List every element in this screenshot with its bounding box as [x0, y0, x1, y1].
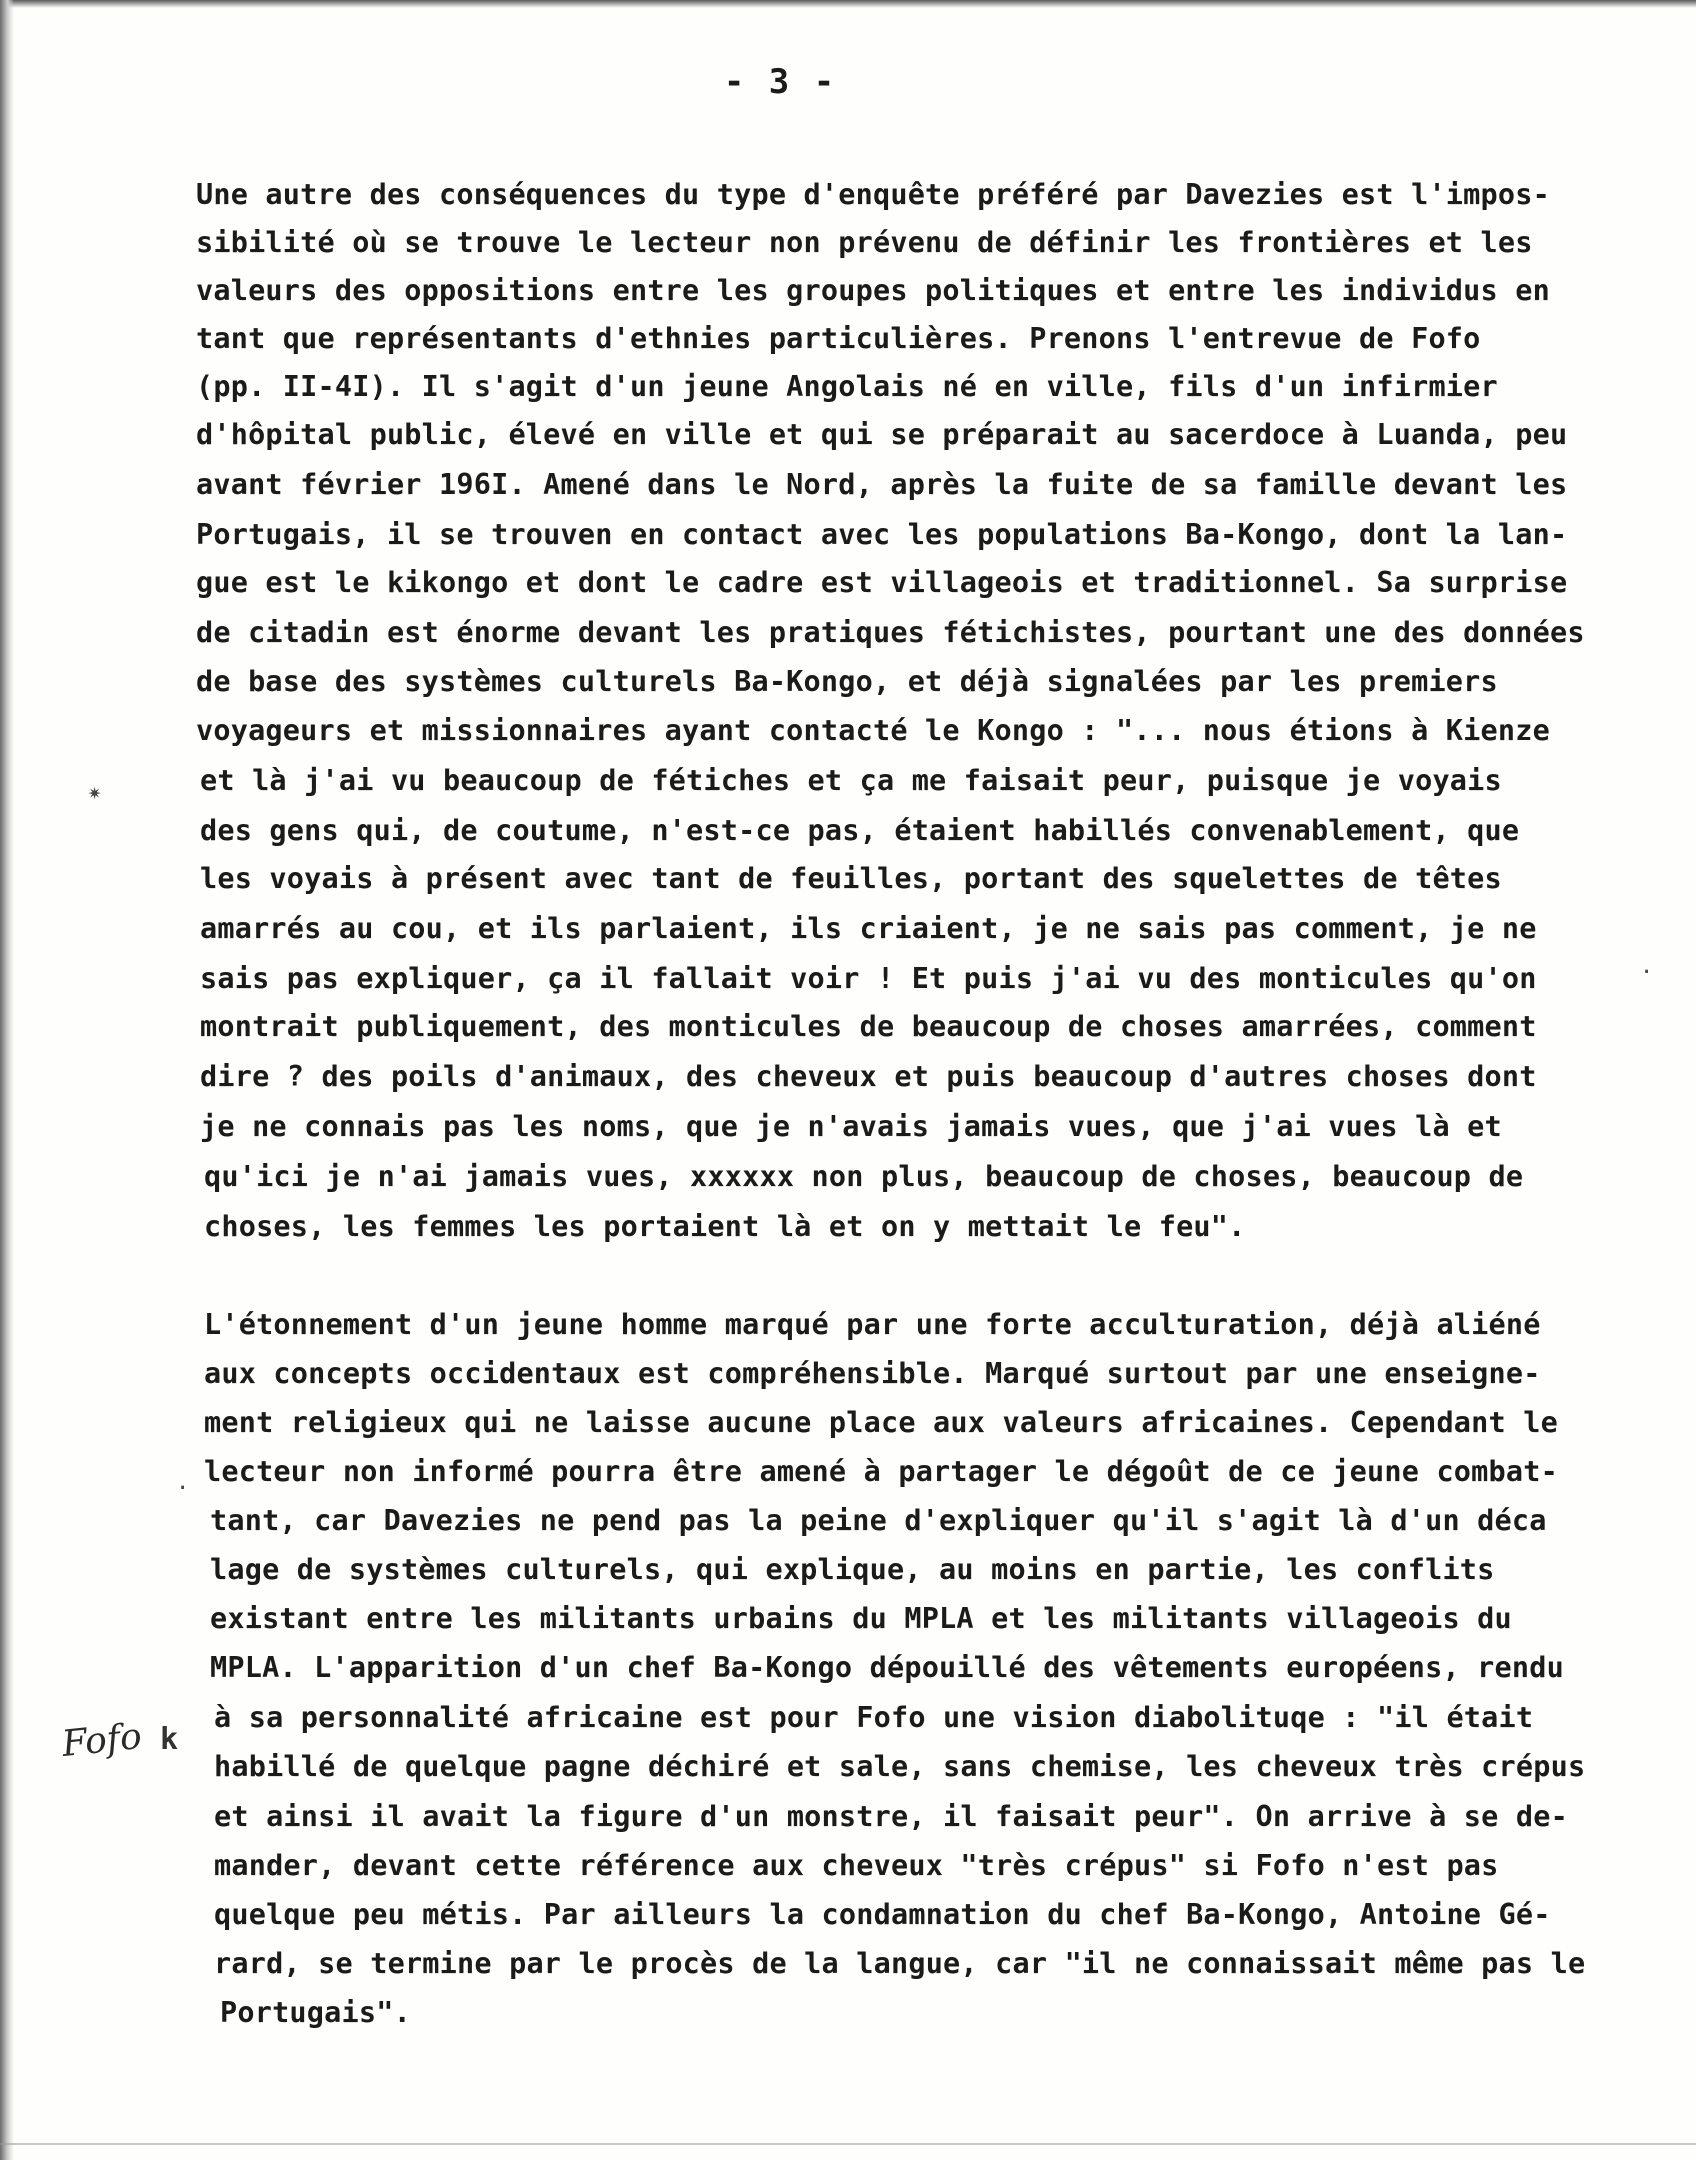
scan-top-edge — [0, 0, 1696, 8]
text-line: tant, car Davezies ne pend pas la peine d'expliquer qu'il s'agit là d'un déca — [210, 1504, 1547, 1537]
text-line: Une autre des conséquences du type d'enquête préféré par Davezies est l'impos- — [196, 178, 1550, 211]
text-line: des gens qui, de coutume, n'est-ce pas, étaient habillés convenablement, que — [200, 814, 1520, 847]
text-line: existant entre les militants urbains du MPLA et les militants villageois du — [210, 1602, 1512, 1635]
text-line: lage de systèmes culturels, qui explique, au moins en partie, les conflits — [210, 1553, 1495, 1586]
text-line: aux concepts occidentaux est compréhensible. Marqué surtout par une enseigne- — [204, 1357, 1541, 1390]
text-line: quelque peu métis. Par ailleurs la condamnation du chef Ba-Kongo, Antoine Gé- — [214, 1898, 1551, 1931]
scan-left-edge — [0, 0, 14, 2160]
text-line: habillé de quelque pagne déchiré et sale, sans chemise, les cheveux très crépus — [214, 1750, 1586, 1783]
scan-speck: ✷ — [88, 780, 102, 805]
text-line: sais pas expliquer, ça il fallait voir ! Et puis j'ai vu des monticules qu'on — [200, 962, 1537, 995]
text-line: valeurs des oppositions entre les groupes politiques et entre les individus en — [196, 274, 1550, 307]
scan-speck: · — [176, 1476, 190, 1501]
handwritten-margin-note: Fofo — [60, 1715, 144, 1766]
margin-mark: k — [160, 1722, 179, 1757]
text-line: de base des systèmes culturels Ba-Kongo, et déjà signalées par les premiers — [196, 665, 1498, 698]
text-line: ment religieux qui ne laisse aucune place aux valeurs africaines. Cependant le — [204, 1406, 1558, 1439]
text-line: d'hôpital public, élevé en ville et qui se préparait au sacerdoce à Luanda, peu — [196, 418, 1568, 451]
text-line: L'étonnement d'un jeune homme marqué par une forte acculturation, déjà aliéné — [204, 1308, 1541, 1341]
text-line: Portugais, il se trouven en contact avec les populations Ba-Kongo, dont la lan- — [196, 518, 1568, 551]
text-line: montrait publiquement, des monticules de beaucoup de choses amarrées, comment — [200, 1010, 1537, 1043]
scan-speck: · — [1640, 960, 1654, 985]
text-line: à sa personnalité africaine est pour Fofo une vision diabolituqe : "il était — [214, 1701, 1534, 1734]
text-line: sibilité où se trouve le lecteur non prévenu de définir les frontières et les — [196, 226, 1533, 259]
text-line: dire ? des poils d'animaux, des cheveux et puis beaucoup d'autres choses dont — [200, 1060, 1537, 1093]
text-line: et là j'ai vu beaucoup de fétiches et ça me faisait peur, puisque je voyais — [200, 764, 1502, 797]
text-line: qu'ici je n'ai jamais vues, xxxxxx non plus, beaucoup de choses, beaucoup de — [204, 1160, 1524, 1193]
text-line: gue est le kikongo et dont le cadre est villageois et traditionnel. Sa surprise — [196, 566, 1568, 599]
page-number: - 3 - — [723, 62, 837, 102]
text-line: Portugais". — [220, 1996, 411, 2029]
text-line: tant que représentants d'ethnies particulières. Prenons l'entrevue de Fofo — [196, 322, 1481, 355]
scan-bottom-edge — [0, 2143, 1696, 2145]
text-line: amarrés au cou, et ils parlaient, ils criaient, je ne sais pas comment, je ne — [200, 912, 1537, 945]
text-line: de citadin est énorme devant les pratiques fétichistes, pourtant une des données — [196, 616, 1585, 649]
text-line: et ainsi il avait la figure d'un monstre, il faisait peur". On arrive à se de- — [214, 1800, 1568, 1833]
text-line: (pp. II-4I). Il s'agit d'un jeune Angolais né en ville, fils d'un infirmier — [196, 370, 1498, 403]
text-line: rard, se termine par le procès de la langue, car "il ne connaissait même pas le — [214, 1947, 1586, 1980]
text-line: choses, les femmes les portaient là et on y mettait le feu". — [204, 1210, 1246, 1243]
text-line: MPLA. L'apparition d'un chef Ba-Kongo dépouillé des vêtements européens, rendu — [210, 1651, 1564, 1684]
text-line: les voyais à présent avec tant de feuilles, portant des squelettes de têtes — [200, 862, 1502, 895]
text-line: je ne connais pas les noms, que je n'avais jamais vues, que j'ai vues là et — [200, 1110, 1502, 1143]
text-line: voyageurs et missionnaires ayant contacté le Kongo : "... nous étions à Kienze — [196, 714, 1550, 747]
text-line: mander, devant cette référence aux cheveux "très crépus" si Fofo n'est pas — [214, 1849, 1499, 1882]
text-line: lecteur non informé pourra être amené à partager le dégoût de ce jeune combat- — [204, 1455, 1558, 1488]
text-line: avant février 196I. Amené dans le Nord, après la fuite de sa famille devant les — [196, 468, 1568, 501]
